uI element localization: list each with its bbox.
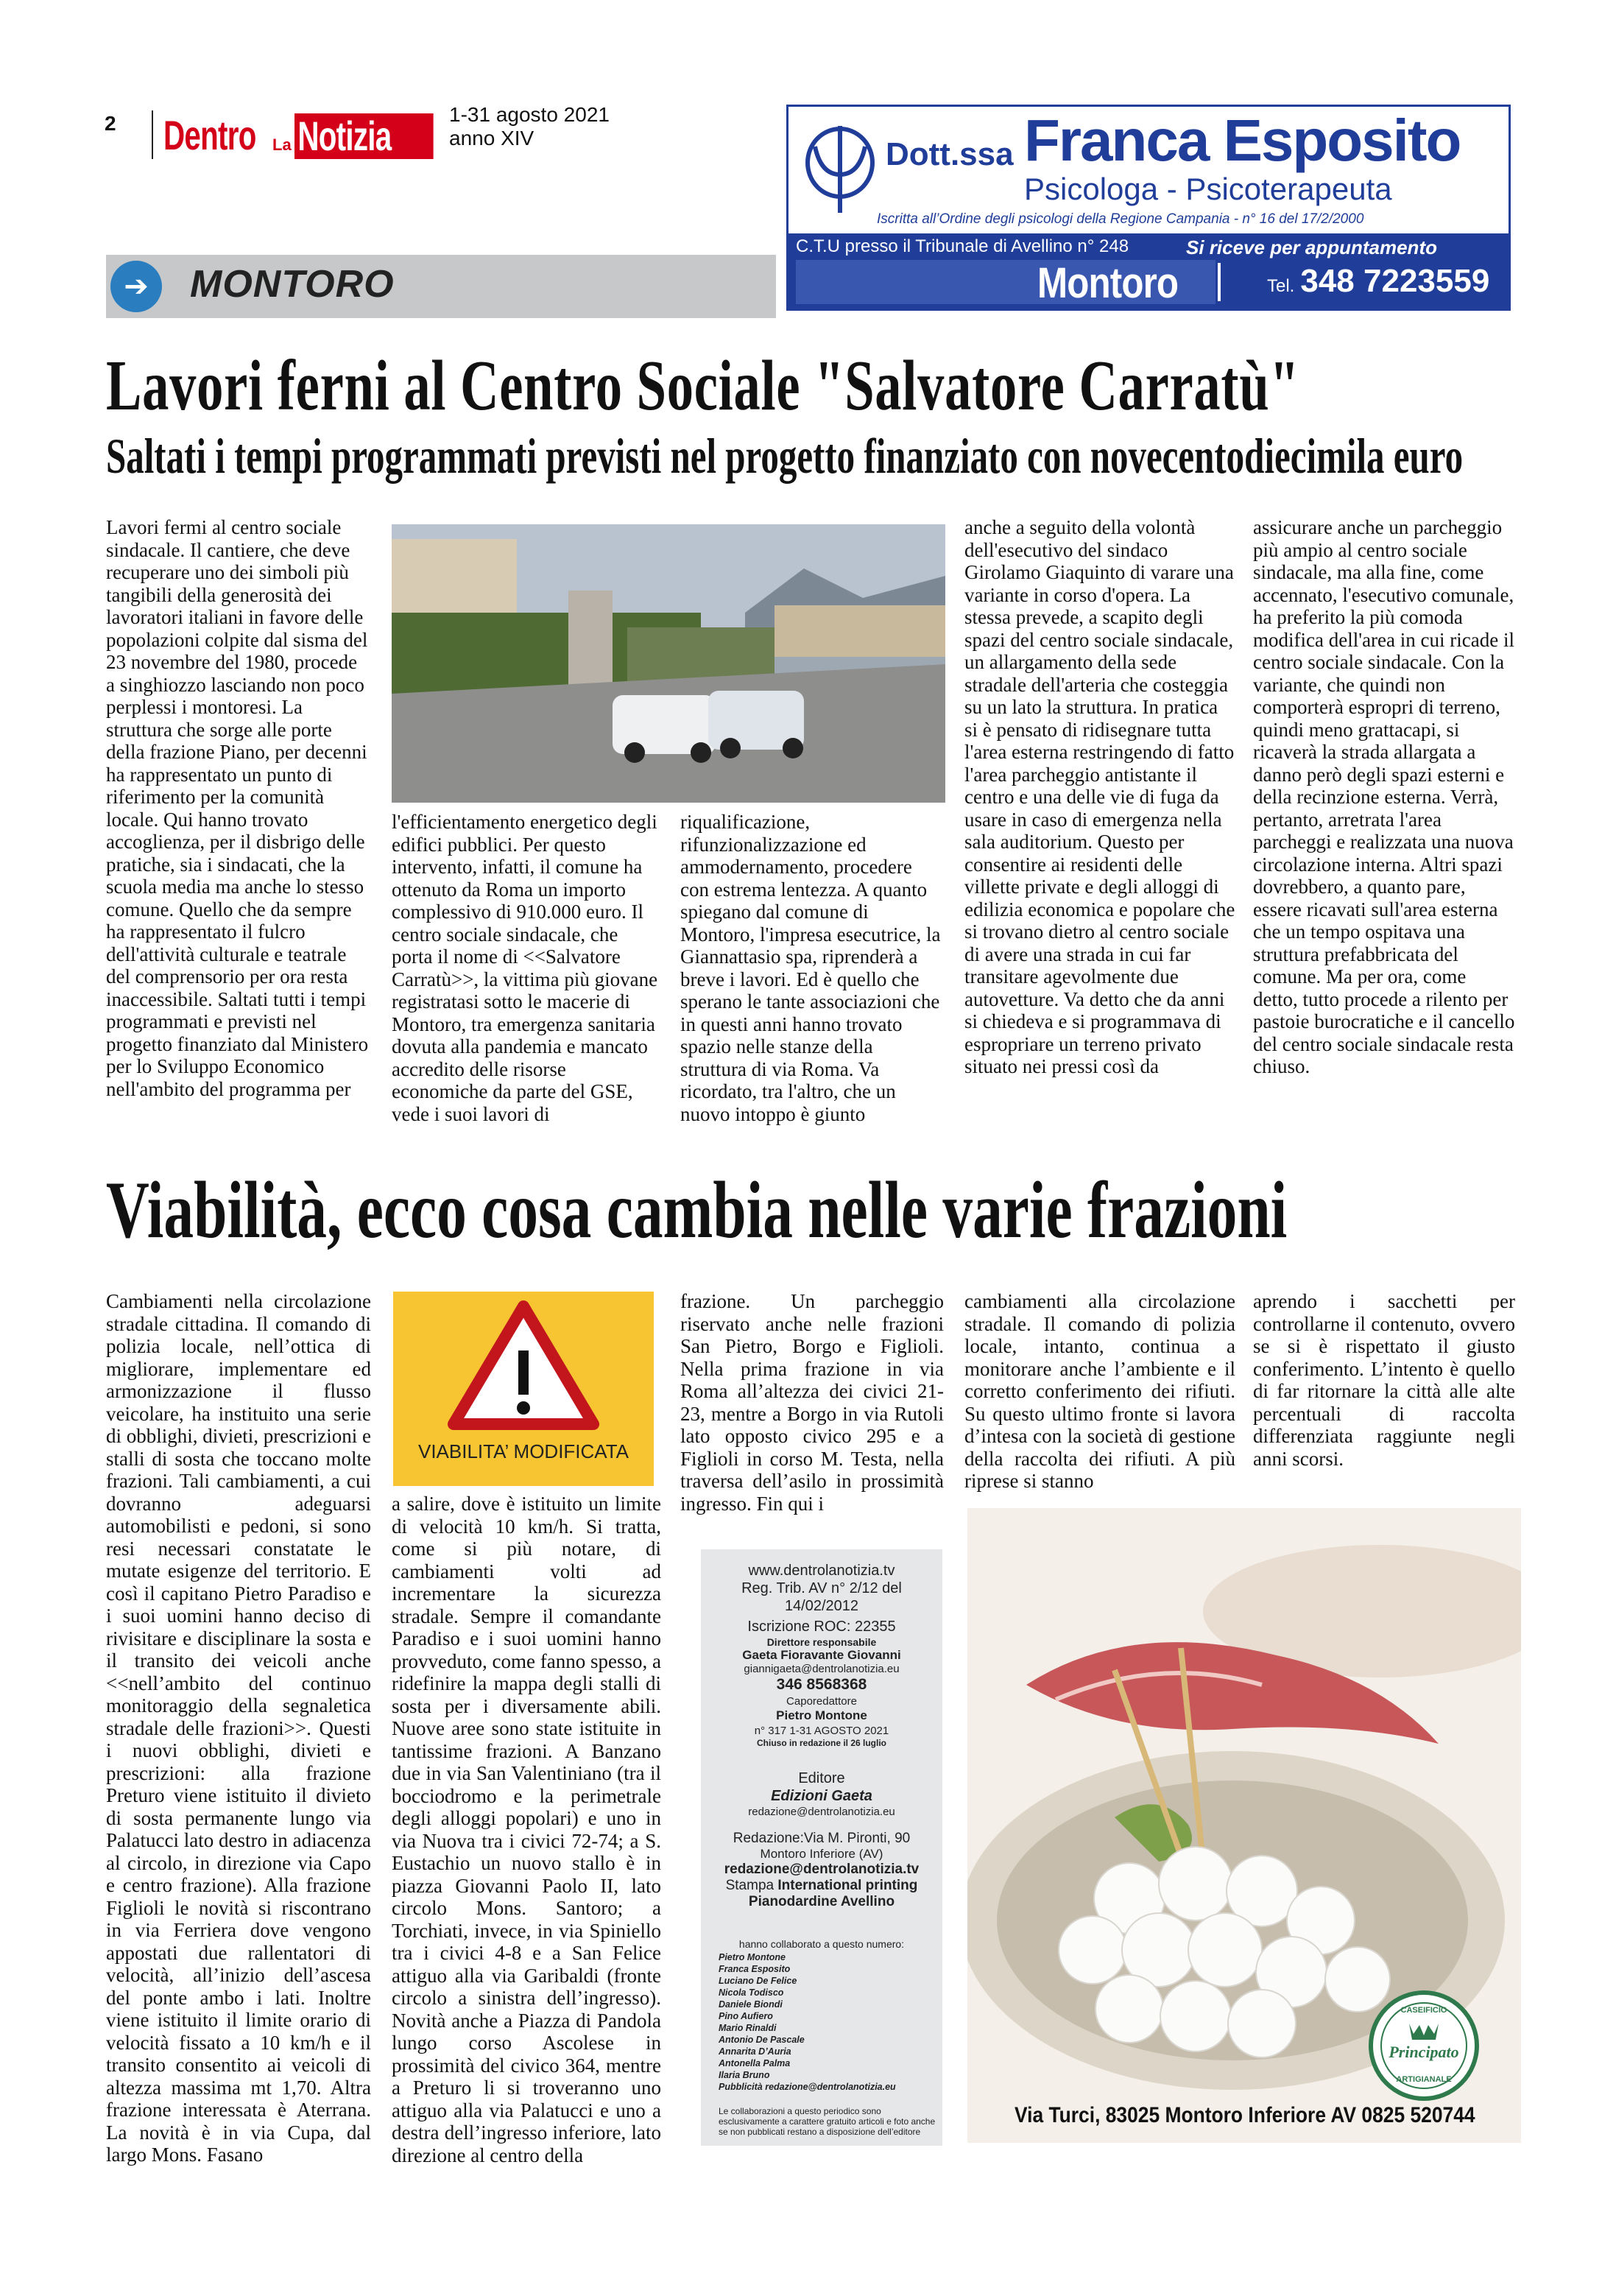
collaborator: Pino Aufiero bbox=[719, 2011, 773, 2021]
caseificio-brand: Principato bbox=[1389, 2043, 1459, 2061]
masthead bbox=[163, 108, 487, 159]
colophon-roc: Iscrizione ROC: 22355 bbox=[747, 1619, 896, 1635]
sign-label: VIABILITA’ MODIFICATA bbox=[417, 1440, 629, 1462]
psi-logo-icon bbox=[799, 117, 881, 216]
ad-tel-label: Tel. bbox=[1267, 276, 1295, 296]
ad-separator bbox=[1218, 263, 1221, 301]
colophon-note: Le collaborazioni a questo periodico sono esclusivamente a carattere gratuito articoli e foto anche se non pubblicati restano a disposizione dell’editore bbox=[719, 2106, 936, 2137]
colophon-office: Redazione:Via M. Pironti, 90 bbox=[733, 1831, 911, 1846]
ad-name: Franca Esposito bbox=[1024, 108, 1461, 173]
collaborator: Franca Esposito bbox=[719, 1964, 791, 1974]
ad-phone bbox=[1267, 263, 1489, 300]
colophon-reg-date: 14/02/2012 bbox=[784, 1598, 859, 1614]
caseificio-brand-bottom: ARTIGIANALE bbox=[1396, 2075, 1452, 2084]
colophon-office-city: Montoro Inferiore (AV) bbox=[760, 1847, 883, 1861]
masthead-la: La bbox=[272, 135, 292, 154]
ad-city: Montoro bbox=[1037, 259, 1179, 307]
colophon-printer-city: Pianodardine Avellino bbox=[748, 1894, 895, 1909]
collaborator: Antonio De Pascale bbox=[719, 2035, 805, 2045]
caseificio-ad bbox=[967, 1508, 1521, 2143]
article2-col2: a salire, dove è istituito un limite di velocità 10 km/h. Si tratta, come si più notare, di cambiamenti volti ad incrementare la sicurezza stradale. Sempre il comandante Paradiso e i suoi uomini hanno provveduto, come fanno spesso, a ridefinire la mappa degli stalli di sosta per i diversamente abili. Nuove aree sono state istituite in tantissime frazioni. A Banzano due in via San Valentiniano (tra il bocciodromo e la perimetrale degli alloggi popolari) e uno in via Nuova tra i civici 72-74; a S. Eustachio un nuovo stallo è in piazza Giovanni Paolo II, lato circolo Mons. Santoro; a Torchiati, invece, in via Spiniello tra i civici 4-8 e a San Felice attiguo alla via Garibaldi (fronte circolo a sinistra dell’ingresso). Novità anche a Piazza di Pandola lungo corso Ascolese in prossimità del civico 364, mentre a Preturo li si troveranno uno attiguo alla via Palatucci e uno a destra dell’ingresso inferiore, lato direzione al centro della bbox=[392, 1493, 661, 2166]
traffic-sign-image bbox=[393, 1292, 654, 1486]
ad-title-prefix: Dott.ssa bbox=[886, 136, 1014, 172]
colophon-office-email: redazione@dentrolanotizia.tv bbox=[724, 1862, 920, 1877]
ad-appointment: Si riceve per appuntamento bbox=[1186, 236, 1437, 258]
colophon-issue: n° 317 1-31 AGOSTO 2021 bbox=[754, 1725, 889, 1737]
collaborator: Pubblicità redazione@dentrolanotizia.eu bbox=[719, 2082, 896, 2092]
colophon-director-email: giannigaeta@dentrolanotizia.eu bbox=[744, 1663, 900, 1675]
ad-tel-number: 348 7223559 bbox=[1300, 263, 1490, 299]
colophon bbox=[701, 1549, 942, 2146]
arrow-right-icon: ➔ bbox=[110, 261, 162, 312]
colophon-director-label: Direttore responsabile bbox=[766, 1636, 877, 1648]
article1-col4: anche a seguito della volontà dell'esecutivo del sindaco Girolamo Giaquinto di varare una variante in corso d'opera. La stessa prevede, a scapito degli spazi del centro sociale sindacale, un allargamento della sede stradale dell'arteria che costeggia su un lato la struttura. In pratica si è pensato di ridisegnare tutta l'area esterna restringendo di fatto l'area parcheggio antistante il centro e una delle vie di fuga da usare in caso di emergenza nella sala auditorium. Questo per consentire ai residenti delle villette private e degli alloggi di edilizia economica e popolare che si trovano dietro al centro sociale di avere una strada in cui far transitare agevolmente due autovetture. Va detto che da anni si chiedeva e si programmava di espropriare un terreno privato situato nei pressi così da bbox=[964, 516, 1235, 1077]
collaborator: Luciano De Felice bbox=[719, 1976, 797, 1986]
colophon-director: Gaeta Fioravante Giovanni bbox=[742, 1648, 901, 1662]
colophon-printer: International printing bbox=[777, 1878, 918, 1893]
collaborator: Nicola Todisco bbox=[719, 1987, 784, 1998]
ad-ctu: C.T.U presso il Tribunale di Avellino n° 248 bbox=[796, 236, 1129, 256]
page-number: 2 bbox=[105, 112, 116, 135]
colophon-publisher-email: redazione@dentrolanotizia.eu bbox=[748, 1806, 895, 1818]
community-center-photo bbox=[392, 524, 945, 803]
colophon-editor-label: Caporedattore bbox=[786, 1695, 857, 1708]
collaborator: Mario Rinaldi bbox=[719, 2023, 777, 2033]
ad-registration: Iscritta all’Ordine degli psicologi della Regione Campania - n° 16 del 17/2/2000 bbox=[877, 211, 1364, 227]
colophon-publisher: Edizioni Gaeta bbox=[771, 1788, 872, 1804]
colophon-publisher-label: Editore bbox=[798, 1770, 845, 1786]
colophon-printer-line bbox=[701, 1878, 942, 1894]
collaborator: Ilaria Bruno bbox=[719, 2070, 770, 2080]
article2-col5: aprendo i sacchetti per controllarne il contenuto, ovvero se si è rispettato il giusto conferimento. L’intento è quello di far ritornare la città alle alte percentuali di raccolta differenziata raggiunte negli anni scorsi. bbox=[1253, 1290, 1515, 1470]
colophon-collab-label: hanno collaborato a questo numero: bbox=[738, 1938, 905, 1950]
ad-profession: Psicologa - Psicoterapeuta bbox=[1024, 172, 1392, 206]
article1-col3: riqualificazione, rifunzionalizzazione ed ammodernamento, procedere con estrema lentezza. A quanto spiegano dal comune di Montoro, l'impresa esecutrice, la Giannattasio spa, riprenderà a breve i lavori. Ed è quello che sperano le tante associazioni che in questi anni hanno trovato spazio nelle stanze della struttura di via Roma. Va ricordato, tra l'altro, che un nuovo intoppo è giunto bbox=[680, 811, 941, 1125]
colophon-closed: Chiuso in redazione il 26 luglio bbox=[756, 1738, 887, 1748]
article1-title: Lavori ferni al Centro Sociale "Salvatore Carratù" bbox=[106, 346, 1300, 426]
article2-col1: Cambiamenti nella circolazione stradale cittadina. Il comando di polizia locale, nell’ottica di migliorare, implementare ed armonizzazione il flusso veicolare, ha instituito una serie di obblighi, divieti, prescrizioni e stalli di sosta che toccano molte frazioni. Tali cambiamenti, a cui dovranno adeguarsi automobilisti e pedoni, si sono resi necessari constatate le mutate esigenze del territorio. E così il capitano Pietro Paradiso e i suoi uomini hanno deciso di rivisitare e disciplinare la sosta e il transito dei veicoli anche <<nell’ambito del continuo monitoraggio della segnaletica stradale delle frazioni>>. Questi i nuovi obblighi, divieti e prescrizioni: alla frazione Preturo viene istituito il divieto di sosta permanente lungo via Palatucci lato destro in adiacenza al circolo, in direzione via Capo e centro frazione). Alla frazione Figlioli le novità si riscontrano in via Ferriera dove vengono appostati due rallentatori di velocità, all’inizio dell’ascesa del ponte ambo i lati. Inoltre viene istituito il limite orario di velocità fissato a 10 km/h e il transito consentito ai veicoli di altezza massima mt 1,70. Altra frazione interessata è Aterrana. La novità è in via Cupa, dal largo Mons. Fasano bbox=[106, 1290, 371, 2166]
header-divider bbox=[152, 110, 153, 159]
article1-subtitle: Saltati i tempi programmati previsti nel progetto finanziato con novecentodiecimila euro bbox=[106, 428, 1464, 484]
masthead-dentro: Dentro bbox=[163, 112, 256, 158]
colophon-website: www.dentrolanotizia.tv bbox=[748, 1563, 895, 1579]
caseificio-brand-top: CASEIFICIO bbox=[1400, 2006, 1447, 2015]
collaborator: Antonella Palma bbox=[719, 2058, 791, 2068]
collaborator: Pietro Montone bbox=[719, 1952, 786, 1962]
issue-year: anno XIV bbox=[449, 127, 534, 149]
psychologist-ad bbox=[786, 105, 1511, 311]
colophon-print-label: Stampa bbox=[725, 1878, 775, 1893]
masthead-notizia: Notizia bbox=[294, 113, 434, 159]
street-scene-image bbox=[392, 524, 945, 803]
article2-col3: frazione. Un parcheggio riservato anche nelle frazioni San Pietro, Borgo e Figlioli. Nella prima frazione in via Roma all’altezza dei civici 21-23, mentre a Borgo in via Rutoli lato opposto civico 295 e a Figlioli in corso M. Testa, nella traversa dell’asilo in prossimità ingresso. Fin qui i bbox=[680, 1290, 944, 1515]
collaborator: Annarita D’Auria bbox=[719, 2046, 791, 2057]
article2-col4: cambiamenti alla circolazione stradale. Il comando di polizia locale, intanto, continua a monitorare anche l’ambiente e il corretto conferimento dei rifiuti. Su questo ultimo fronte si lavora d’intesa con la società di gestione della raccolta dei rifiuti. A più riprese si stanno bbox=[964, 1290, 1235, 1492]
article1-col5: assicurare anche un parcheggio più ampio al centro sociale sindacale, ma alla fine, come accennato, l'esecutivo comunale, ha preferito la più comoda modifica dell'area in cui ricade il centro sociale sindacale. Con la variante, che quindi non comporterà espropri di terreno, quindi meno grattacapi, si ricaverà la strada allargata a danno però degli spazi esterni e della recinzione esterna. Verrà, pertanto, arretrata l'area parcheggi e realizzata una nuova circolazione interna. Altri spazi dovrebbero, a quanto pare, essere ricavati sull'area esterna che un tempo ospitava una struttura prefabbricata del comune. Ma per ora, come detto, tutto procede a rilento per pastoie burocratiche e il cancello del centro sociale sindacale resta chiuso. bbox=[1253, 516, 1515, 1077]
issue-date: 1-31 agosto 2021 bbox=[449, 103, 610, 126]
colophon-reg: Reg. Trib. AV n° 2/12 del bbox=[741, 1580, 902, 1596]
article1-col1: Lavori fermi al centro sociale sindacale. Il cantiere, che deve recuperare uno dei simboli più tangibili della generosità dei lavoratori italiani in favore delle popolazioni colpite dal sisma del 23 novembre del 1980, procede a singhiozzo lasciando non poco perplessi i montoresi. La struttura che sorge alle porte della frazione Piano, per decenni ha rappresentato un punto di riferimento per la comunità locale. Qui hanno trovato accoglienza, per il disbrigo delle pratiche, sia i sindacati, che la scuola media ma anche lo stesso comune. Quello che da sempre ha rappresentato il fulcro dell'attività culturale e teatrale del comprensorio per ora resta inaccessibile. Saltati tutti i tempi programmati e previsti nel progetto finanziato dal Ministero per lo Sviluppo Economico nell'ambito del programma per bbox=[106, 516, 369, 1100]
issue-info bbox=[449, 103, 610, 150]
colophon-phone: 346 8568368 bbox=[776, 1676, 867, 1693]
collaborator: Daniele Biondi bbox=[719, 1999, 783, 2010]
section-title: MONTORO bbox=[190, 263, 395, 306]
article2-title: Viabilità, ecco cosa cambia nelle varie frazioni bbox=[106, 1165, 1288, 1255]
article1-col2: l'efficientamento energetico degli edifici pubblici. Per questo intervento, infatti, il comune ha ottenuto da Roma un importo complessivo di 910.000 euro. Il centro sociale sindacale, che porta il nome di <<Salvatore Carratù>>, la vittima più giovane registratasi sotto le macerie di Montoro, tra emergenza sanitaria dovuta alla pandemia e mancato accredito delle risorse economiche da parte del GSE, vede i suoi lavori di bbox=[392, 811, 658, 1125]
caseificio-address: Via Turci, 83025 Montoro Inferiore AV 0825 520744 bbox=[1015, 2103, 1475, 2127]
colophon-editor: Pietro Montone bbox=[776, 1708, 867, 1722]
